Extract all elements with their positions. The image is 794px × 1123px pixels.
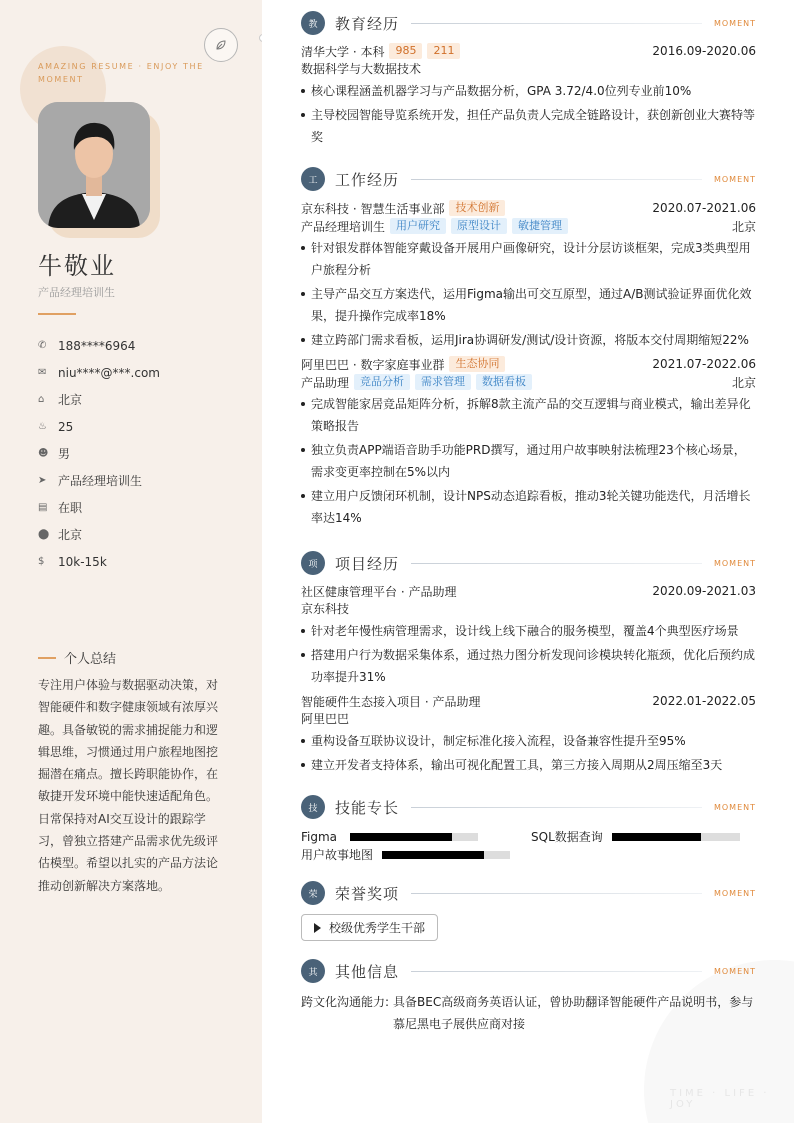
date-range: 2021.07-2022.06 <box>652 357 756 371</box>
gender-icon: ☻ <box>38 448 49 459</box>
major: 数据科学与大数据技术 <box>301 62 422 76</box>
list-item: 建立跨部门需求看板，运用Jira协调研发/测试/设计资源，将版本交付周期缩短22% <box>301 329 756 351</box>
project-org: 京东科技 <box>301 602 350 616</box>
section-header <box>301 11 756 35</box>
section-tag: MOMENT <box>713 802 756 812</box>
section-divider <box>411 179 702 180</box>
section-tag: MOMENT <box>713 18 756 28</box>
section-divider <box>411 971 702 972</box>
company-name: 阿里巴巴 · 数字家庭事业群 <box>301 357 445 372</box>
list-item: 重构设备互联协议设计，制定标准化接入流程，设备兼容性提升至95% <box>301 730 756 752</box>
date-range: 2016.09-2020.06 <box>652 44 756 58</box>
skill-chip: 数据看板 <box>476 374 532 390</box>
mail-icon: ✉ <box>38 367 47 378</box>
divider <box>38 313 76 315</box>
skill-chip: 原型设计 <box>451 218 507 234</box>
project-row <box>301 692 756 710</box>
project-entry <box>301 692 756 776</box>
role-row <box>301 373 756 391</box>
summary-title: 个人总结 <box>64 652 117 667</box>
info-text: 产品经理培训生 <box>58 474 143 488</box>
project-bullets <box>301 730 756 776</box>
skill-item <box>301 829 531 844</box>
motto-text: AMAZING RESUME · ENJOY THE MOMENT <box>38 62 204 84</box>
skill-bar-fill <box>382 851 484 859</box>
list-item: 核心课程涵盖机器学习与产品数据分析，GPA 3.72/4.0位列专业前10% <box>301 80 756 102</box>
info-row <box>38 440 160 467</box>
city: 北京 <box>731 219 756 234</box>
list-item: 独立负责APP端语音助手功能PRD撰写，通过用户故事映射法梳理23个核心场景，需求变更率控制在5%以内 <box>301 439 756 483</box>
other-section <box>301 959 756 1035</box>
skill-name: SQL数据查询 <box>531 830 603 844</box>
info-row <box>38 332 160 359</box>
projects-section <box>301 551 756 776</box>
section-header <box>301 959 756 983</box>
main-content <box>262 0 794 1123</box>
section-title: 项目经历 <box>335 554 400 573</box>
project-org: 阿里巴巴 <box>301 712 350 726</box>
info-row <box>38 467 160 494</box>
section-header <box>301 795 756 819</box>
project-entry <box>301 582 756 688</box>
section-tag: MOMENT <box>713 888 756 898</box>
date-range: 2022.01-2022.05 <box>652 694 756 708</box>
cake-icon: ♨ <box>38 421 47 432</box>
company-row <box>301 199 756 217</box>
section-divider <box>411 893 702 894</box>
info-row <box>38 548 160 575</box>
project-row <box>301 582 756 600</box>
info-text: niu****@***.com <box>58 365 160 380</box>
project-name: 社区健康管理平台 · 产品助理 <box>301 584 457 599</box>
role-name: 产品经理培训生 <box>301 219 386 234</box>
tag-chip: 985 <box>389 43 422 59</box>
section-badge: 其 <box>301 959 325 983</box>
summary-heading <box>38 648 116 667</box>
list-item: 完成智能家居竞品矩阵分析，拆解8款主流产品的交互逻辑与商业模式，输出差异化策略报告 <box>301 393 756 437</box>
info-text: 北京 <box>58 393 83 407</box>
skill-name: Figma <box>301 829 338 844</box>
other-text: 具备BEC高级商务英语认证，曾协助翻译智能硬件产品说明书，参与慕尼黑电子展供应商对接 <box>393 995 754 1031</box>
tag-chip: 生态协同 <box>449 356 505 372</box>
award-name: 校级优秀学生干部 <box>329 921 426 935</box>
list-item: 主导校园智能导览系统开发，担任产品负责人完成全链路设计，获创新创业大赛特等奖 <box>301 104 756 148</box>
skill-bar <box>350 833 478 841</box>
person-name: 牛敬业 <box>38 252 116 280</box>
skills-section <box>301 795 756 862</box>
skill-chip: 敏捷管理 <box>512 218 568 234</box>
city: 北京 <box>731 375 756 390</box>
info-row <box>38 359 160 386</box>
summary-text: 专注用户体验与数据驱动决策，对智能硬件和数字健康领域有浓厚兴趣。具备敏锐的需求捕捉能力和逻辑思维，习惯通过用户旅程地图挖掘潜在痛点。擅长跨职能协作，在敏捷开发环境中能快速适配角色。日常保持对AI交互设计的跟踪学习，曾独立搭建产品需求优先级评估模型。希望以扎实的产品方法论推动创新解决方案落地。 <box>38 678 219 893</box>
honors-section <box>301 881 756 941</box>
list-item: 建立用户反馈闭环机制，设计NPS动态追踪看板，推动3轮关键功能迭代，月活增长率达14% <box>301 485 756 529</box>
section-header <box>301 167 756 191</box>
sidebar <box>0 0 262 1123</box>
project-name: 智能硬件生态接入项目 · 产品助理 <box>301 694 481 709</box>
section-badge: 荣 <box>301 881 325 905</box>
info-text: 25 <box>58 419 74 434</box>
skill-bar <box>612 833 740 841</box>
skills-grid <box>301 829 756 862</box>
info-row <box>38 494 160 521</box>
briefcase-icon: ▤ <box>38 502 48 513</box>
list-item: 主导产品交互方案迭代，运用Figma输出可交互原型，通过A/B测试验证界面优化效果，提升操作完成率18% <box>301 283 756 327</box>
job-title: 产品经理培训生 <box>38 286 115 299</box>
section-title: 其他信息 <box>335 962 400 981</box>
list-item: 针对银发群体智能穿戴设备开展用户画像研究，设计分层访谈框架，完成3类典型用户旅程分析 <box>301 237 756 281</box>
job-bullets <box>301 393 756 529</box>
section-title: 工作经历 <box>335 170 400 189</box>
section-tag: MOMENT <box>713 558 756 568</box>
section-header <box>301 881 756 905</box>
home-icon: ⌂ <box>38 394 45 405</box>
project-bullets <box>301 620 756 688</box>
leaf-icon <box>204 28 238 62</box>
work-section <box>301 167 756 529</box>
section-divider <box>411 807 702 808</box>
company-name: 京东科技 · 智慧生活事业部 <box>301 201 445 216</box>
award-badge <box>301 914 438 941</box>
section-badge: 项 <box>301 551 325 575</box>
skill-chip: 竞品分析 <box>354 374 410 390</box>
info-row <box>38 386 160 413</box>
section-badge: 教 <box>301 11 325 35</box>
info-text: 男 <box>58 447 71 461</box>
date-range: 2020.07-2021.06 <box>652 201 756 215</box>
info-text: 10k-15k <box>58 554 107 569</box>
school-name: 清华大学 · 本科 <box>301 44 385 59</box>
company-row <box>301 355 756 373</box>
skill-bar-fill <box>612 833 702 841</box>
skill-item <box>301 847 531 862</box>
footer-decoration: TIME · LIFE · JOY <box>670 1088 770 1110</box>
location-pin-icon: ⬤ <box>38 529 50 540</box>
heading-bar <box>38 657 56 659</box>
section-header <box>301 551 756 575</box>
phone-icon: ✆ <box>38 340 47 351</box>
job-entry <box>301 199 756 351</box>
other-label: 跨文化沟通能力: <box>301 995 390 1009</box>
tag-chip: 技术创新 <box>449 200 505 216</box>
section-badge: 工 <box>301 167 325 191</box>
skill-bar-fill <box>350 833 452 841</box>
salary-icon: $ <box>38 556 45 567</box>
section-badge: 技 <box>301 795 325 819</box>
skill-chip: 用户研究 <box>390 218 446 234</box>
info-text: 188****6964 <box>58 338 136 353</box>
info-text: 在职 <box>58 501 83 515</box>
skill-bar <box>382 851 510 859</box>
section-title: 荣誉奖项 <box>335 884 400 903</box>
contact-info <box>38 332 160 575</box>
section-title: 技能专长 <box>335 798 400 817</box>
list-item: 搭建用户行为数据采集体系，通过热力图分析发现问诊模块转化瓶颈，优化后预约成功率提升31% <box>301 644 756 688</box>
send-icon: ➤ <box>38 475 47 486</box>
skill-item <box>531 829 756 844</box>
tag-chip: 211 <box>427 43 460 59</box>
education-section <box>301 11 756 148</box>
education-bullets <box>301 80 756 148</box>
section-tag: MOMENT <box>713 966 756 976</box>
role-name: 产品助理 <box>301 375 350 390</box>
job-bullets <box>301 237 756 351</box>
list-item: 针对老年慢性病管理需求，设计线上线下融合的服务模型，覆盖4个典型医疗场景 <box>301 620 756 642</box>
section-divider <box>411 23 702 24</box>
role-row <box>301 217 756 235</box>
other-info-row <box>301 991 756 1035</box>
play-triangle-icon <box>314 923 321 933</box>
section-title: 教育经历 <box>335 14 400 33</box>
section-tag: MOMENT <box>713 174 756 184</box>
info-row <box>38 413 160 440</box>
info-text: 北京 <box>58 528 83 542</box>
job-entry <box>301 355 756 529</box>
list-item: 建立开发者支持体系，输出可视化配置工具，第三方接入周期从2周压缩至3天 <box>301 754 756 776</box>
skill-chip: 需求管理 <box>415 374 471 390</box>
education-header-row <box>301 42 756 60</box>
date-range: 2020.09-2021.03 <box>652 584 756 598</box>
skill-name: 用户故事地图 <box>301 848 374 862</box>
avatar <box>38 102 150 228</box>
section-divider <box>411 563 702 564</box>
info-row <box>38 521 160 548</box>
